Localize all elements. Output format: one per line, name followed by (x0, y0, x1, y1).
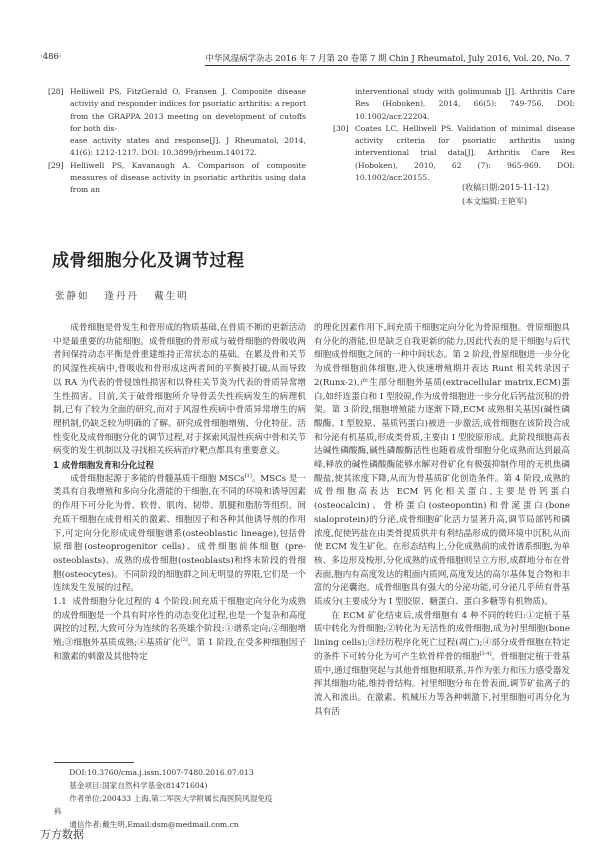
references-left-column (48, 86, 306, 197)
affiliation-wrap: 科 (54, 807, 62, 816)
author-name: 戴生明 (154, 291, 189, 302)
body-left-column (53, 322, 306, 665)
body-paragraph: 成骨细胞起源于多能的骨髓基质干细胞 MSCs[1]。MSCs 是一类具有自我增殖和多向分化潜能的干细胞,在不同的环境和诱导因素的作用下可分化为骨、软骨、肌肉、韧带、肌腱和脂肪等组织。间充质干细胞在成骨相关的激素、细胞因子和各种其他诱导剂的作用下,可定向分化形成成骨细胞谱系(osteoblastic lineage),包括骨原细胞(osteoprogenitor cells)、成骨细胞前体细胞 (pre-osteoblasts)、成熟的成骨细胞(osteoblasts)和终末阶段的骨细胞(osteocytes)。不同阶段的细胞群之间无明显的界限,它们是一个连续发生发展的过程。 (53, 472, 307, 594)
reference-item (333, 86, 575, 123)
citation[interactable]: [1] (244, 472, 252, 479)
author-list (55, 288, 189, 302)
reference-text-continuation: ease activity states and response[J]. J Rheumatol, 2014, 41(6): 1212-1217. DOI: 10.3899/jrheum.140172. (70, 136, 306, 158)
editor-credit: (本文编辑:王艳军) (462, 197, 527, 206)
watermark: 万方数据 (40, 828, 84, 841)
subsection-paragraph: 1.1 成骨细胞分化过程的 4 个阶段:间充质干细胞定向分化为成熟的成骨细胞是一个具有时序性的动态变化过程,也是一个复杂和高度调控的过程,大致可分为连续的名英雄个阶段:①谱系定向;②细胞增殖;③细胞外基质成熟;④基质矿化[2]。第 1 阶段,在受多种细胞因子和激素的刺激及其他特定 (53, 597, 307, 662)
reference-text: interventional study with golimumab [J]. Arthritis Care Res (Hoboken), 2014, 66(5): 749-756. DOI: 10.1002/acr.22204. (355, 87, 575, 121)
section-heading: 1 成骨细胞发育和分化过程 (53, 460, 154, 471)
citation[interactable]: [3-4] (479, 651, 492, 658)
affiliation: 作者单位:200433 上海,第二军医大学附属长海医院风湿免疫 (69, 794, 273, 803)
citation[interactable]: [2] (180, 637, 188, 644)
footnote-divider (54, 762, 134, 763)
references-right-column (333, 86, 575, 184)
reference-number: [29] (48, 160, 64, 170)
page-header (40, 52, 570, 66)
author-name: 逢丹丹 (104, 291, 140, 302)
page-number: ·486· (40, 52, 62, 62)
subsection-number: 1.1 (53, 597, 67, 608)
reference-item (48, 86, 306, 160)
footnotes (54, 766, 306, 831)
reference-text: Coates LC, Helliwell PS. Validation of minimal disease activity criteria for psoriatic arthritis using interventional trial data[J]. Arthritis Care Res (Hoboken), 2010, 62 (7): 965-969. DOI: 10.1002/acr.20155. (355, 123, 575, 183)
fund-info: 基金项目:国家自然科学基金(81471604) (69, 781, 208, 790)
reference-text: Helliwell PS, FitzGerald O, Fransen J. Composite disease activity and responder indices for psoriatic arthritis: a report from the GRAPPA 2013 meeting on development of cutoffs for both dis- (70, 87, 307, 133)
intro-paragraph: 成骨细胞是骨发生和骨形成的物质基础,在骨质不断的更新活动中是最重要的功能细胞。成骨细胞的骨形成与破骨细胞的骨吸收两者间保持动态平衡是骨重建维持正常状态的基础。在累及骨和关节的风湿性疾病中,骨吸收和骨形成这两者间的平衡被打破,从而导致以 RA 为代表的骨侵蚀性损害和以脊柱关节炎为代表的骨质异常增生性损害。目前,关于破骨细胞所介导骨丢失性疾病发生的病理机制,已有了较为全面的研究,而对于风湿性疾病中骨质异常增生的病理机制,仍缺乏较为明确的了解。研究成骨细胞增殖、分化特征、活性变化及成骨细胞分化的调节过程,对于探索风湿性疾病中骨和关节病变的发生机制以及寻找相关疾病治疗靶点都具有重要意义。 (53, 323, 306, 457)
doi[interactable]: DOI:10.3760/cma.j.issn.1007-7480.2016.07.013 (69, 768, 254, 777)
body-paragraph: 的理化因素作用下,间充质干细胞定向分化为骨原细胞。骨原细胞具有分化的潜能,但是缺乏自我更新的能力,因此代表的是干细胞与后代细胞成骨细胞之间的一种中间状态。第 2 阶段,骨原细胞进一步分化为成骨细胞前体细胞,进入快速增殖期并表达 Runt 相关转录因子 2(Runx-2),产生部分细胞外基质(extracellular matrix,ECM)蛋白,如纤连蛋白和 Ⅰ 型胶原,作为成骨细胞进一步分化后钙盐沉积的骨架。第 3 阶段,细胞增殖能力逐渐下降,ECM 成熟相关基因(碱性磷酸酶、Ⅰ 型胶原、基质钙蛋白)被进一步激活,成骨细胞在该阶段合成和分泌有机基质,形成类骨质,主要由 Ⅰ 型胶原形成。此阶段细胞高表达碱性磷酸酶,碱性磷酸酶活性也随着成骨细胞分化成熟而达到最高峰,释放的碱性磷酸酶能够水解对骨矿化有极强抑制作用的无机焦磷酸盐,使其浓度下降,从而为骨基质矿化创造条件。第 4 阶段,成熟的成骨细胞高表达 ECM 钙化相关蛋白,主要是骨钙蛋白(osteocalcin)、骨桥蛋白(osteopontin)和骨涎蛋白(bone sialoprotein)的分泌,成骨细胞矿化活力显著升高,调节局部钙和磷浓度,促使钙盐在由类骨提质供并有利结晶形成的微环境中沉积,从而使 ECM 发生矿化。在形态结构上,分化成熟前的成骨谱系细胞,为单核、多边形及梭形,分化成熟的成骨细胞则呈立方形,成群地分布在骨表面,胞内有高度发达的粗面内质网,高度发达的高尔基体复合物和丰富的分泌囊泡。成骨细胞具有强大的分泌功能,可分泌几乎所有骨基质成分(主要成分为 Ⅰ 型胶原、糖蛋白、蛋白多糖等有机物质)。 (314, 323, 571, 608)
journal-running-head: 中华风湿病学杂志 2016 年 7 月第 20 卷第 7 期 Chin J Rheumatol, July 2016, Vol. 20, No. 7 (205, 54, 570, 64)
body-right-column (314, 322, 570, 719)
reference-number: [30] (333, 123, 349, 133)
article-title: 成骨细胞分化及调节过程 (52, 251, 245, 271)
author-name: 张静如 (55, 291, 90, 302)
reference-text: Helliwell PS, Kavanaugh A. Comparison of composite measures of disease activity in psoriatic arthritis using data from an (70, 160, 306, 195)
reference-number: [28] (48, 87, 64, 96)
received-date: (收稿日期:2015-11-12) (462, 183, 550, 192)
reference-item (333, 123, 575, 184)
reference-item (48, 160, 306, 197)
correspondence[interactable]: 通信作者:戴生明,Email:dsm@medmail.com.cn (69, 820, 239, 829)
body-paragraph: 在 ECM 矿化结束后,成骨细胞有 4 种不同的转归:①定植于基质中转化为骨细胞;②转化为无活性的成骨细胞,成为衬里细胞(bone lining cells);③经历程序化死亡过程(凋亡);④部分成骨细胞在特定的条件下可转分化为可产生软骨样骨的细胞[3-4]。骨细胞定植于骨基质中,通过细胞突起与其他骨细胞相联系,并作为张力和压力感受器发挥其细胞功能,维持骨结构。衬里细胞分布在骨表面,调节矿盐离子的流入和流出。在激素、机械压力等各种刺激下,衬里细胞可再分化为具有活 (314, 610, 570, 717)
